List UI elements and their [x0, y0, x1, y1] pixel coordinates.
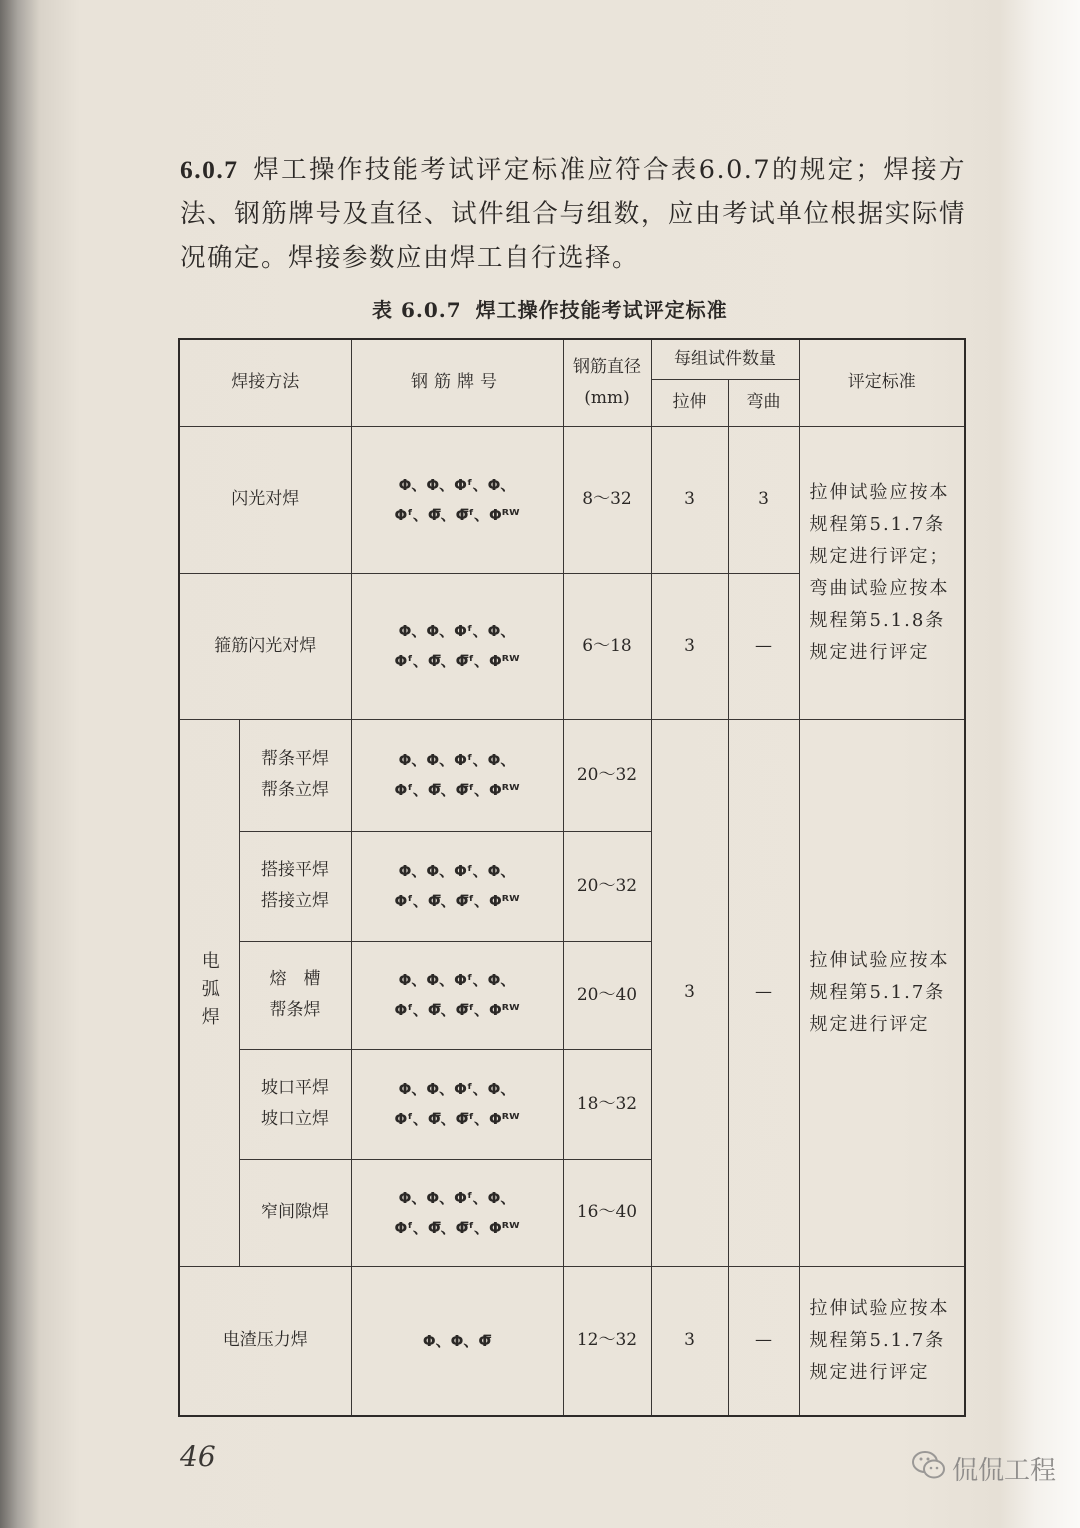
method-cell	[239, 941, 351, 1049]
method-line: 坡口立焊	[261, 1109, 329, 1129]
grades-line: Φᶠ、Φ̿、Φ̿ᶠ、Φᴿᵂ	[394, 1110, 520, 1128]
bend-cell: —	[728, 719, 799, 1266]
bend-cell: —	[728, 573, 799, 719]
diameter-cell: 20～40	[563, 941, 651, 1049]
tensile-cell: 3	[651, 719, 728, 1266]
diameter-cell: 6～18	[563, 573, 651, 719]
grades-cell	[351, 941, 563, 1049]
welding-exam-table	[178, 338, 966, 1417]
diameter-cell: 20～32	[563, 719, 651, 831]
clause-number: 6.0.7	[180, 155, 239, 184]
grades-line: Φ、Φ、Φᶠ、Φ、	[398, 751, 516, 769]
bend-cell: 3	[728, 426, 799, 573]
method-line: 熔 槽	[269, 969, 321, 989]
method-line: 搭接立焊	[261, 891, 329, 911]
method-cell: 闪光对焊	[179, 426, 351, 573]
header-tensile: 拉伸	[651, 379, 728, 426]
method-cell: 电渣压力焊	[179, 1266, 351, 1416]
grades-line: Φᶠ、Φ̿、Φ̿ᶠ、Φᴿᵂ	[394, 505, 520, 524]
table-row	[179, 719, 965, 831]
grades-cell	[351, 719, 563, 831]
grades-cell	[351, 573, 563, 719]
method-cell: 窄间隙焊	[239, 1159, 351, 1266]
method-cell	[239, 1049, 351, 1159]
table-number: 表 6.0.7	[372, 298, 462, 322]
header-bend: 弯曲	[728, 379, 799, 426]
tensile-cell: 3	[651, 426, 728, 573]
arc-group-cell: 电弧焊	[179, 719, 239, 1266]
header-method: 焊接方法	[179, 339, 351, 426]
header-grades: 钢筋牌号	[351, 339, 563, 426]
bend-cell: —	[728, 1266, 799, 1416]
diameter-cell: 18～32	[563, 1049, 651, 1159]
grades-line: Φᶠ、Φ̿、Φ̿ᶠ、Φᴿᵂ	[394, 892, 520, 910]
diameter-cell: 20～32	[563, 831, 651, 941]
grades-line: Φᶠ、Φ̿、Φ̿ᶠ、Φᴿᵂ	[394, 1218, 520, 1237]
grades-cell	[351, 1159, 563, 1266]
grades-cell	[351, 831, 563, 941]
grades-cell	[351, 1049, 563, 1159]
grades-line: Φ、Φ、Φᶠ、Φ、	[398, 1080, 516, 1098]
watermark	[912, 1450, 1056, 1487]
criteria-cell: 拉伸试验应按本规程第5.1.7条规定进行评定	[799, 1266, 965, 1416]
clause-6-0-7	[180, 148, 966, 280]
grades-line: Φ、Φ、Φᶠ、Φ、	[398, 971, 516, 989]
table-row	[179, 426, 965, 573]
method-cell	[239, 831, 351, 941]
clause-text: 焊工操作技能考试评定标准应符合表6.0.7的规定；焊接方法、钢筋牌号及直径、试件组合与组数，应由考试单位根据实际情况确定。焊接参数应由焊工自行选择。	[180, 155, 966, 273]
tensile-cell: 3	[651, 1266, 728, 1416]
diameter-cell: 12～32	[563, 1266, 651, 1416]
method-cell	[239, 719, 351, 831]
grades-line: Φ、Φ、Φᶠ、Φ、	[398, 622, 516, 640]
table-caption	[372, 294, 742, 323]
grades-line: Φᶠ、Φ̿、Φ̿ᶠ、Φᴿᵂ	[394, 652, 520, 670]
header-criteria: 评定标准	[799, 339, 965, 426]
header-diameter-unit: (mm)	[584, 387, 630, 408]
criteria-cell: 拉伸试验应按本规程第5.1.7条规定进行评定；弯曲试验应按本规程第5.1.8条规定进行评定	[799, 426, 965, 719]
method-line: 帮条立焊	[261, 780, 329, 800]
method-cell: 箍筋闪光对焊	[179, 573, 351, 719]
diameter-cell: 16～40	[563, 1159, 651, 1266]
diameter-cell: 8～32	[563, 426, 651, 573]
method-line: 帮条焊	[269, 1000, 321, 1020]
grades-line: Φᶠ、Φ̿、Φ̿ᶠ、Φᴿᵂ	[394, 1001, 520, 1019]
grades-line: Φ、Φ、Φᶠ、Φ、	[398, 475, 516, 494]
page-number: 46	[180, 1440, 216, 1473]
method-line: 帮条平焊	[261, 749, 329, 769]
header-diameter-label: 钢筋直径	[573, 356, 641, 377]
method-line: 坡口平焊	[261, 1078, 329, 1098]
method-line: 搭接平焊	[261, 860, 329, 880]
criteria-cell: 拉伸试验应按本规程第5.1.7条规定进行评定	[799, 719, 965, 1266]
watermark-text: 侃侃工程	[952, 1456, 1057, 1486]
header-diameter	[563, 339, 651, 426]
grades-line: Φᶠ、Φ̿、Φ̿ᶠ、Φᴿᵂ	[394, 781, 520, 799]
table-row	[179, 1266, 965, 1416]
grades-cell: Φ、Φ、Φ̿	[351, 1266, 563, 1416]
header-quantity: 每组试件数量	[651, 339, 799, 379]
tensile-cell: 3	[651, 573, 728, 719]
grades-line: Φ、Φ、Φᶠ、Φ、	[398, 862, 516, 880]
grades-line: Φ、Φ、Φᶠ、Φ、	[398, 1188, 516, 1207]
wechat-icon	[912, 1450, 946, 1487]
table-title: 焊工操作技能考试评定标准	[475, 298, 728, 322]
grades-cell	[351, 426, 563, 573]
